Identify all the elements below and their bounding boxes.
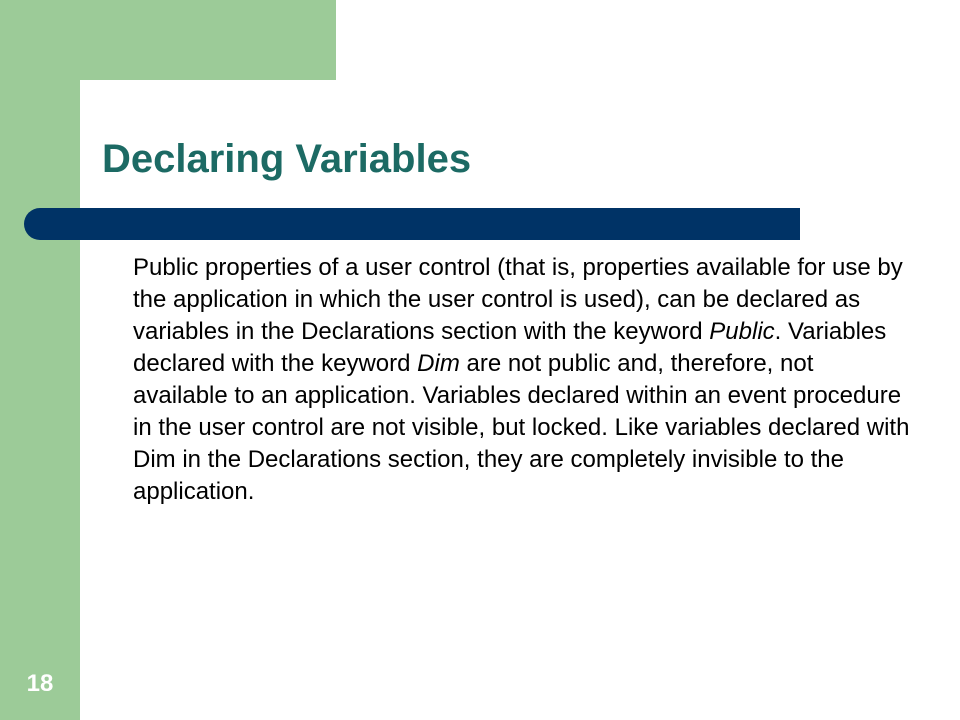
keyword-public: Public [709,318,775,345]
body-sentence-1: Public properties of a user control (that is, properties available for use by the application in which the user control is used), can be declared as variables in the Declarations section with the keyword [133,254,903,345]
body-sentence-2-end: are not public and, therefore, not available to an application. [133,350,814,409]
keyword-dim: Dim [417,350,460,377]
slide-title: Declaring Variables [102,137,472,181]
body-sentence-3: Variables declared within an event procedure in the user control are not visible, but locked. Like variables declared with Dim in the Declarations section, they are completely invisible to the application. [133,382,910,505]
left-accent-bar [0,0,80,720]
slide-number: 18 [26,670,54,697]
body-paragraph [133,252,913,508]
body-sentence-1-end: . [774,318,782,345]
top-accent-bar [0,0,336,80]
title-underline-bar [24,208,800,240]
body-sentence-2: Variables declared with the keyword [133,318,887,377]
slide-body [133,252,913,508]
